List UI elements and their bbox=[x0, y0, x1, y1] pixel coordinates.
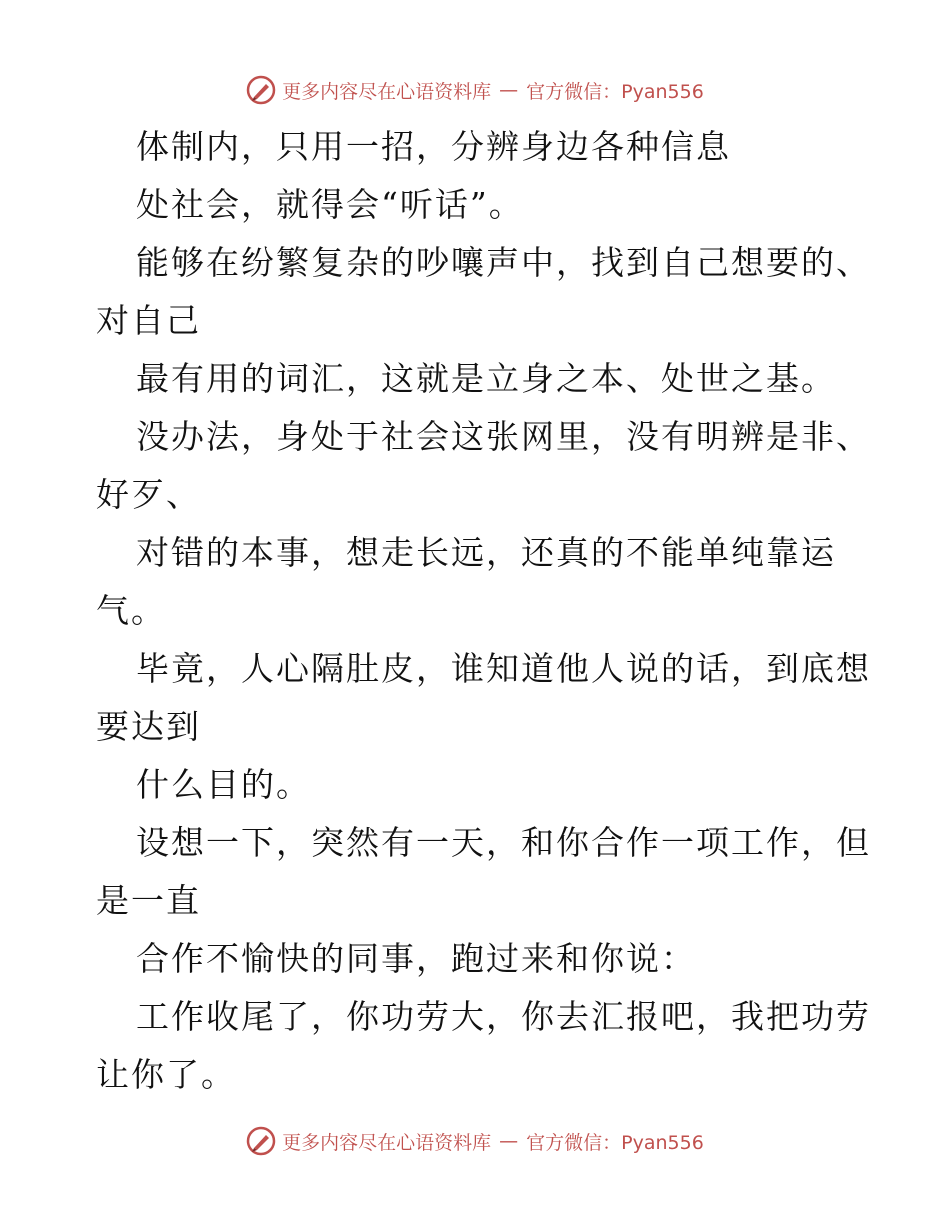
text-line: 要达到 bbox=[96, 707, 201, 746]
text-line: 处社会，就得会“听话”。 bbox=[136, 185, 524, 224]
watermark-main-text: 更多内容尽在心语资料库 bbox=[282, 1131, 492, 1154]
text-line: 能够在纷繁复杂的吵嚷声中，找到自己想要的、 bbox=[136, 243, 871, 282]
text-line: 对错的本事，想走长远，还真的不能单纯靠运 bbox=[136, 533, 836, 572]
text-line: 合作不愉快的同事，跑过来和你说： bbox=[136, 939, 696, 978]
watermark-main-text: 更多内容尽在心语资料库 bbox=[282, 80, 492, 103]
text-line: 体制内，只用一招，分辨身边各种信息 bbox=[136, 127, 731, 166]
text-line: 对自己 bbox=[96, 301, 201, 340]
text-line: 气。 bbox=[96, 591, 166, 630]
document-body bbox=[96, 118, 871, 1104]
text-line: 什么目的。 bbox=[136, 765, 311, 804]
text-line: 好歹、 bbox=[96, 475, 201, 514]
pen-logo-icon bbox=[246, 1126, 276, 1156]
footer-watermark bbox=[0, 1121, 950, 1161]
text-line: 设想一下，突然有一天，和你合作一项工作，但 bbox=[136, 823, 871, 862]
text-line: 工作收尾了，你功劳大，你去汇报吧，我把功劳 bbox=[136, 997, 871, 1036]
text-line: 毕竟，人心隔肚皮，谁知道他人说的话，到底想 bbox=[136, 649, 871, 688]
watermark-dash: — bbox=[499, 1130, 519, 1152]
watermark-wechat-text: 官方微信：Pyan556 bbox=[526, 1131, 704, 1154]
text-line: 让你了。 bbox=[96, 1055, 236, 1094]
watermark-dash: — bbox=[499, 79, 519, 101]
text-line: 没办法，身处于社会这张网里，没有明辨是非、 bbox=[136, 417, 871, 456]
header-watermark bbox=[0, 70, 950, 110]
watermark-wechat-text: 官方微信：Pyan556 bbox=[526, 80, 704, 103]
pen-logo-icon bbox=[246, 75, 276, 105]
text-line: 最有用的词汇，这就是立身之本、处世之基。 bbox=[136, 359, 836, 398]
text-line: 是一直 bbox=[96, 881, 201, 920]
